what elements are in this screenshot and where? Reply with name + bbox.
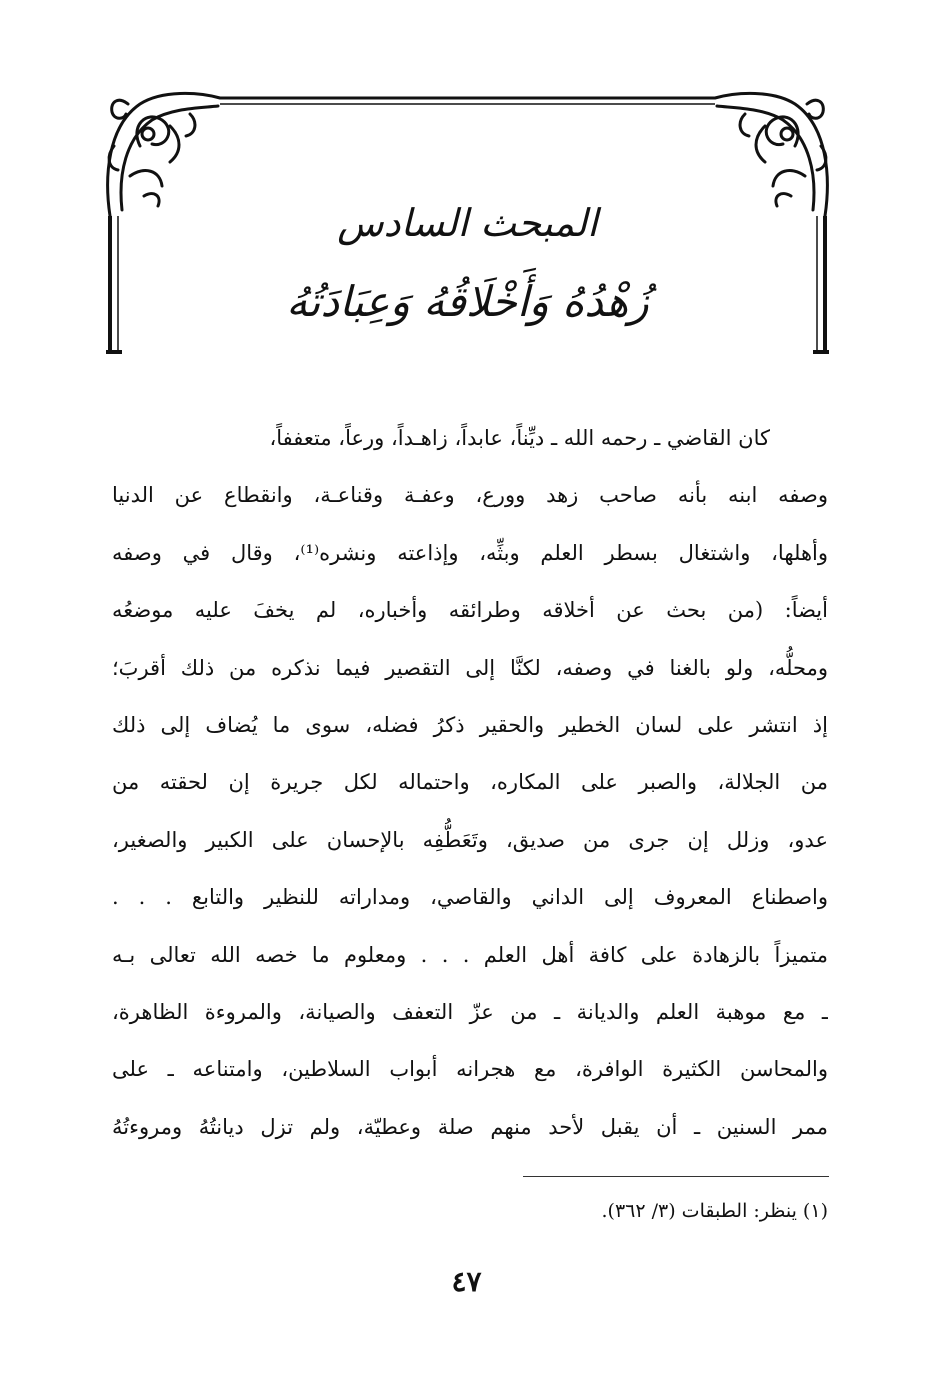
chapter-label: المبحث السادس (337, 201, 598, 245)
text-line: كان القاضي ـ رحمه الله ـ ديِّناً، عابداً، زاهـداً، ورعاً، متعففاً، (269, 426, 770, 450)
text-line: إذ انتشر على لسان الخطير والحقير ذكرُ فضله، سوى ما يُضاف إلى ذلك (112, 712, 828, 737)
text-line: أيضاً: (من بحث عن أخلاقه وطرائقه وأخباره، لم يخفَ عليه موضعُه (112, 598, 828, 623)
footnote-divider (523, 1176, 829, 1177)
body-paragraph (112, 410, 828, 1156)
text-line: وصفه ابنه بأنه صاحب زهد وورع، وعفـة وقناعـة، وانقطاع عن الدنيا (112, 483, 828, 508)
text-line: واصطناع المعروف إلى الداني والقاصي، ومداراته للنظير والتابع . . . (112, 885, 828, 910)
text-line: ومحلُّه، ولو بالغنا في وصفه، لكنَّا إلى التقصير فيما نذكره من ذلك أقربَ؛ (112, 655, 828, 680)
footnote: (١) ينظر: الطبقات (٣/ ٣٦٢). (601, 1200, 828, 1222)
text-line: وأهلها، واشتغال بسطر العلم وبثِّه، وإذاعته ونشره⁽¹⁾، وقال في وصفه (112, 540, 828, 565)
chapter-title: زُهْدُهُ وَأَخْلَاقُهُ وَعِبَادَتُهُ (286, 277, 649, 326)
text-line: عدو، وزلل إن جرى من صديق، وتَعَطُّفِه بالإحسان على الكبير والصغير، (112, 827, 828, 852)
text-line: والمحاسن الكثيرة الوافرة، مع هجرانه أبواب السلاطين، وامتناعه ـ على (112, 1057, 828, 1082)
text-line: متميزاً بالزهادة على كافة أهل العلم . . . ومعلوم ما خصه الله تعالى بـه (112, 942, 828, 967)
text-line: ممر السنين ـ أن يقبل لأحد منهم صلة وعطيّة، ولم تزل ديانتُهُ ومروءتُهُ (112, 1114, 828, 1139)
page-number: ٤٧ (451, 1265, 482, 1298)
text-line: من الجلالة، والصبر على المكاره، واحتماله لكل جريرة إن لحقته من (112, 770, 828, 795)
text-line: ـ مع موهبة العلم والديانة ـ من عزّ التعفف والصيانة، والمروءة الظاهرة، (112, 999, 828, 1024)
